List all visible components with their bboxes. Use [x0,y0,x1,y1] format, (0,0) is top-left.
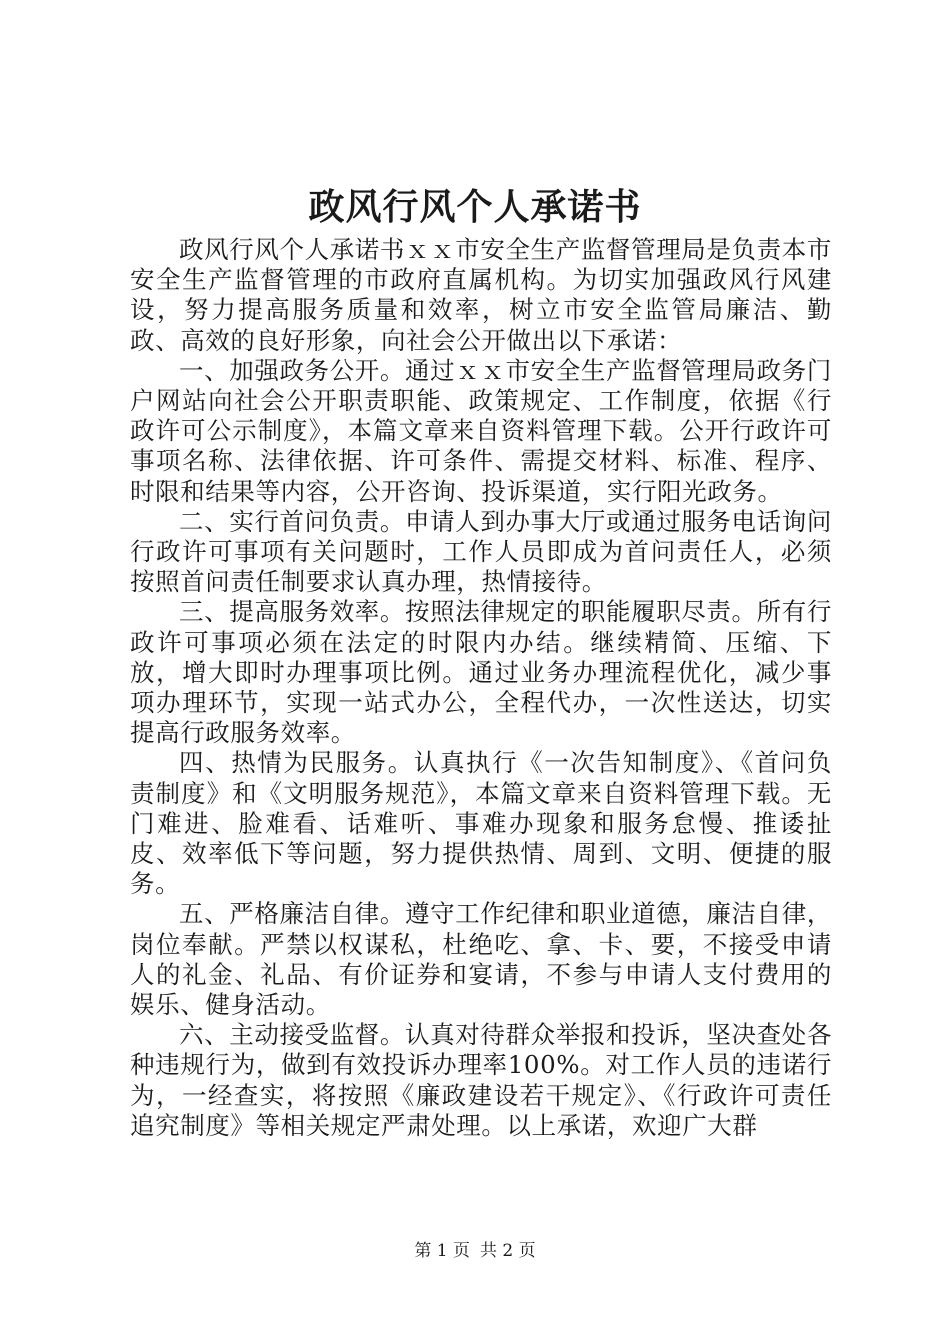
paragraph-item-3: 三、提高服务效率。按照法律规定的职能履职尽责。所有行政许可事项必须在法定的时限内办结。继续精简、压缩、下放，增大即时办理事项比例。通过业务办理流程优化，减少事项办理环节，实现一站式办公，全程代办，一次性送达，切实提高行政服务效率。 [130,597,832,748]
paragraph-item-6: 六、主动接受监督。认真对待群众举报和投诉，坚决查处各种违规行为，做到有效投诉办理率100%。对工作人员的违诺行为，一经查实，将按照《廉政建设若干规定》、《行政许可责任追究制度》等相关规定严肃处理。以上承诺，欢迎广大群 [130,1020,832,1140]
page-number: 第 1 页 [414,1241,470,1261]
paragraph-item-4: 四、热情为民服务。认真执行《一次告知制度》、《首问负责制度》和《文明服务规范》，本篇文章来自资料管理下载。无门难进、脸难看、话难听、事难办现象和服务怠慢、推诿扯皮、效率低下等问题，努力提供热情、周到、文明、便捷的服务。 [130,748,832,899]
paragraph-item-1: 一、加强政务公开。通过ｘｘ市安全生产监督管理局政务门户网站向社会公开职责职能、政策规定、工作制度，依据《行政许可公示制度》，本篇文章来自资料管理下载。公开行政许可事项名称、法律依据、许可条件、需提交材料、标准、程序、时限和结果等内容，公开咨询、投诉渠道，实行阳光政务。 [130,355,832,506]
page-total: 共 2 页 [480,1241,536,1261]
document-title: 政风行风个人承诺书 [308,186,642,228]
page-footer [0,1240,950,1262]
document-body [130,235,832,1141]
paragraph-item-5: 五、严格廉洁自律。遵守工作纪律和职业道德，廉洁自律，岗位奉献。严禁以权谋私，杜绝吃、拿、卡、要，不接受申请人的礼金、礼品、有价证券和宴请，不参与申请人支付费用的娱乐、健身活动。 [130,899,832,1020]
paragraph-intro: 政风行风个人承诺书ｘｘ市安全生产监督管理局是负责本市安全生产监督管理的市政府直属机构。为切实加强政风行风建设，努力提高服务质量和效率，树立市安全监管局廉洁、勤政、高效的良好形象，向社会公开做出以下承诺： [130,235,832,355]
paragraph-item-2: 二、实行首问负责。申请人到办事大厅或通过服务电话询问行政许可事项有关问题时，工作人员即成为首问责任人，必须按照首问责任制要求认真办理，热情接待。 [130,506,832,597]
